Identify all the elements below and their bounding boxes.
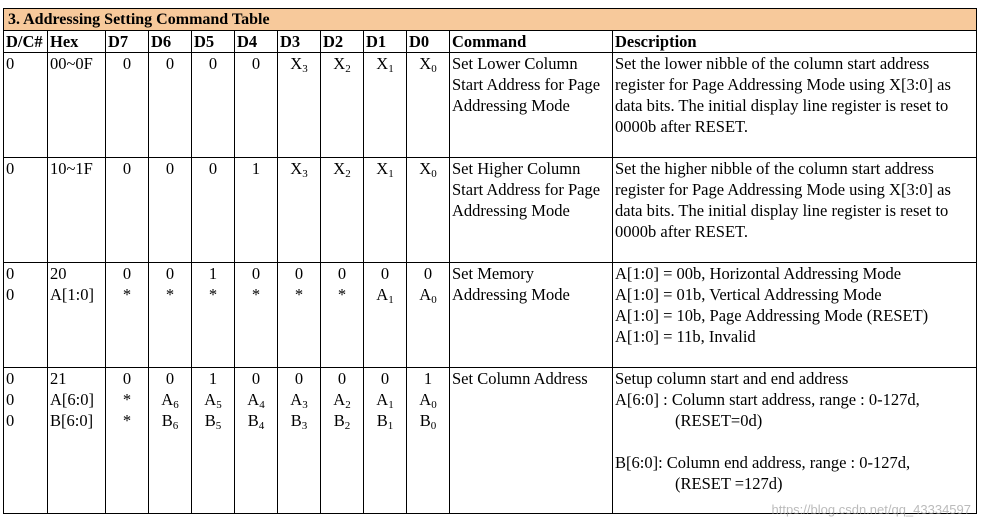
bit-value (235, 284, 277, 305)
description-text (615, 431, 976, 452)
description-text: A[1:0] = 01b, Vertical Addressing Mode (615, 285, 882, 304)
header-d7: D7 (106, 31, 149, 53)
bit-symbol: A (419, 285, 432, 304)
description-text: Set the lower nibble of the column start address register for Page Addressing Mode using X[3:0] as data bits. The initial display line register is reset to 0000b after RESET. (615, 54, 951, 136)
bit-symbol: 0 (380, 369, 390, 388)
bit-symbol: A (204, 390, 217, 409)
bit-symbol: 0 (208, 54, 218, 73)
hex-cell-line: A[1:0] (50, 285, 94, 304)
bit-symbol: 1 (251, 159, 261, 178)
dc-cell (4, 158, 48, 263)
bit-cell-d2 (321, 158, 364, 263)
bit-cell-d6 (149, 158, 192, 263)
table-row (4, 368, 977, 514)
bit-symbol: 0 (337, 369, 347, 388)
bit-symbol: X (376, 54, 389, 73)
bit-cell-d1 (364, 263, 407, 368)
description-text: A[1:0] = 11b, Invalid (615, 327, 756, 346)
description-cell (613, 158, 977, 263)
bit-symbol: 0 (122, 369, 132, 388)
bit-value (106, 263, 148, 284)
bit-subscript: 3 (301, 420, 308, 432)
bit-cell-d5 (192, 53, 235, 158)
bit-cell-d1 (364, 53, 407, 158)
bit-symbol: 1 (208, 369, 218, 388)
bit-symbol: * (122, 285, 132, 304)
hex-cell (48, 158, 106, 263)
bit-value (235, 410, 277, 431)
bit-value (321, 158, 363, 179)
description-text: (RESET=0d) (675, 411, 763, 430)
bit-symbol: A (247, 390, 260, 409)
bit-value (364, 410, 406, 431)
bit-symbol: B (247, 411, 259, 430)
bit-symbol: 0 (251, 54, 261, 73)
bit-value (149, 284, 191, 305)
bit-symbol: X (333, 159, 346, 178)
bit-symbol: A (290, 390, 303, 409)
bit-symbol: B (376, 411, 388, 430)
bit-cell-d7 (106, 158, 149, 263)
bit-value (106, 368, 148, 389)
table-header-row (4, 31, 977, 53)
bit-symbol: A (376, 390, 389, 409)
bit-cell-d3 (278, 263, 321, 368)
bit-subscript: 0 (431, 168, 437, 180)
hex-cell-line: 10~1F (50, 159, 93, 178)
dc-cell-line: 0 (6, 411, 15, 430)
bit-symbol: 0 (122, 159, 132, 178)
hex-cell-line: 20 (50, 264, 67, 283)
bit-value (407, 389, 449, 410)
bit-value (278, 389, 320, 410)
bit-cell-d6 (149, 368, 192, 514)
bit-subscript: 2 (344, 420, 351, 432)
bit-symbol: B (290, 411, 302, 430)
bit-value (149, 158, 191, 179)
bit-subscript: 5 (215, 420, 222, 432)
dc-cell-line: 0 (6, 285, 15, 304)
addressing-command-table (3, 8, 977, 514)
bit-cell-d3 (278, 368, 321, 514)
hex-cell-line: 21 (50, 369, 67, 388)
bit-value (192, 284, 234, 305)
bit-subscript: 6 (173, 399, 179, 411)
dc-cell-line: 0 (6, 264, 15, 283)
bit-symbol: 0 (208, 159, 218, 178)
bit-value (106, 410, 148, 431)
bit-value (149, 368, 191, 389)
bit-value (149, 410, 191, 431)
bit-value (192, 368, 234, 389)
bit-value (192, 389, 234, 410)
header-d0: D0 (407, 31, 450, 53)
bit-cell-d3 (278, 53, 321, 158)
bit-value (192, 158, 234, 179)
bit-symbol: X (376, 159, 389, 178)
bit-cell-d4 (235, 53, 278, 158)
command-cell: Set Higher Column Start Address for Page Addressing Mode (450, 158, 613, 263)
bit-cell-d0 (407, 263, 450, 368)
dc-cell (4, 263, 48, 368)
bit-value (407, 284, 449, 305)
description-cell (613, 53, 977, 158)
header-d5: D5 (192, 31, 235, 53)
description-text: A[1:0] = 00b, Horizontal Addressing Mode (615, 264, 902, 283)
bit-value (321, 263, 363, 284)
bit-symbol: * (208, 285, 218, 304)
bit-symbol: B (419, 411, 431, 430)
bit-value (364, 263, 406, 284)
bit-symbol: B (333, 411, 345, 430)
bit-subscript: 3 (302, 63, 308, 75)
bit-subscript: 1 (387, 420, 394, 432)
watermark: https://blog.csdn.net/qq_43334597 (771, 502, 971, 517)
bit-subscript: 0 (431, 399, 437, 411)
bit-value (235, 158, 277, 179)
bit-value (321, 389, 363, 410)
bit-value (106, 158, 148, 179)
bit-subscript: 6 (172, 420, 179, 432)
bit-symbol: 0 (122, 54, 132, 73)
bit-value (278, 368, 320, 389)
bit-subscript: 2 (345, 168, 351, 180)
bit-subscript: 1 (388, 399, 394, 411)
bit-subscript: 2 (345, 399, 351, 411)
bit-value (364, 53, 406, 74)
bit-value (321, 284, 363, 305)
header-command: Command (450, 31, 613, 53)
bit-symbol: 1 (208, 264, 218, 283)
description-text: B[6:0]: Column end address, range : 0-127d, (615, 453, 911, 472)
bit-symbol: 0 (165, 369, 175, 388)
bit-cell-d5 (192, 158, 235, 263)
hex-cell-line: 00~0F (50, 54, 93, 73)
bit-subscript: 5 (216, 399, 222, 411)
bit-symbol: 0 (423, 264, 433, 283)
bit-value (106, 53, 148, 74)
bit-subscript: 0 (431, 294, 437, 306)
bit-symbol: A (376, 285, 389, 304)
bit-symbol: A (419, 390, 432, 409)
bit-subscript: 4 (259, 399, 265, 411)
bit-subscript: 0 (430, 420, 437, 432)
bit-value (149, 53, 191, 74)
bit-symbol: X (419, 159, 432, 178)
bit-symbol: 1 (423, 369, 433, 388)
bit-cell-d1 (364, 368, 407, 514)
bit-symbol: X (290, 159, 303, 178)
bit-cell-d5 (192, 263, 235, 368)
header-d1: D1 (364, 31, 407, 53)
header-d4: D4 (235, 31, 278, 53)
hex-cell-line: B[6:0] (50, 411, 94, 430)
bit-value (407, 368, 449, 389)
bit-symbol: A (333, 390, 346, 409)
bit-cell-d0 (407, 158, 450, 263)
dc-cell-line: 0 (6, 159, 15, 178)
bit-symbol: X (290, 54, 303, 73)
bit-cell-d4 (235, 158, 278, 263)
bit-symbol: B (161, 411, 173, 430)
bit-cell-d2 (321, 53, 364, 158)
bit-symbol: 0 (251, 369, 261, 388)
bit-cell-d1 (364, 158, 407, 263)
bit-subscript: 1 (388, 294, 394, 306)
bit-symbol: * (251, 285, 261, 304)
bit-symbol: X (333, 54, 346, 73)
dc-cell-line: 0 (6, 390, 15, 409)
bit-value (407, 410, 449, 431)
bit-cell-d6 (149, 263, 192, 368)
bit-symbol: 0 (337, 264, 347, 283)
bit-value (106, 284, 148, 305)
hex-cell (48, 53, 106, 158)
description-text: Set the higher nibble of the column start address register for Page Addressing Mode using X[3:0] as data bits. The initial display line register is reset to 0000b after RESET. (615, 159, 951, 241)
header-d2: D2 (321, 31, 364, 53)
table-row (4, 263, 977, 368)
bit-subscript: 1 (388, 63, 394, 75)
bit-subscript: 3 (302, 399, 308, 411)
bit-cell-d3 (278, 158, 321, 263)
bit-value (407, 263, 449, 284)
bit-symbol: * (337, 285, 347, 304)
bit-cell-d2 (321, 263, 364, 368)
bit-value (235, 263, 277, 284)
description-text: (RESET =127d) (675, 474, 783, 493)
bit-value (321, 368, 363, 389)
bit-symbol: * (122, 390, 132, 409)
bit-value (364, 389, 406, 410)
header-dc: D/C# (4, 31, 48, 53)
bit-value (149, 263, 191, 284)
header-description: Description (613, 31, 977, 53)
dc-cell-line: 0 (6, 54, 15, 73)
bit-symbol: B (204, 411, 216, 430)
table-title-row (4, 9, 977, 31)
bit-symbol: 0 (294, 369, 304, 388)
bit-symbol: X (419, 54, 432, 73)
table-title: 3. Addressing Setting Command Table (4, 9, 977, 31)
bit-symbol: * (122, 411, 132, 430)
bit-subscript: 2 (345, 63, 351, 75)
bit-subscript: 3 (302, 168, 308, 180)
command-cell: Set Column Address (450, 368, 613, 514)
bit-symbol: A (161, 390, 174, 409)
bit-value (321, 53, 363, 74)
bit-value (364, 284, 406, 305)
command-cell: Set Lower Column Start Address for Page Addressing Mode (450, 53, 613, 158)
bit-cell-d7 (106, 53, 149, 158)
bit-cell-d6 (149, 53, 192, 158)
bit-cell-d4 (235, 263, 278, 368)
description-text: A[6:0] : Column start address, range : 0-127d, (615, 390, 920, 409)
bit-value (192, 410, 234, 431)
bit-subscript: 1 (388, 168, 394, 180)
bit-subscript: 0 (431, 63, 437, 75)
bit-value (278, 158, 320, 179)
bit-subscript: 4 (258, 420, 265, 432)
bit-symbol: 0 (251, 264, 261, 283)
bit-value (364, 158, 406, 179)
bit-cell-d2 (321, 368, 364, 514)
bit-symbol: * (294, 285, 304, 304)
hex-cell-line: A[6:0] (50, 390, 94, 409)
bit-value (364, 368, 406, 389)
bit-value (407, 158, 449, 179)
header-d6: D6 (149, 31, 192, 53)
table-row (4, 53, 977, 158)
bit-value (278, 284, 320, 305)
dc-cell (4, 53, 48, 158)
description-text: Setup column start and end address (615, 369, 849, 388)
description-cell (613, 263, 977, 368)
bit-cell-d0 (407, 53, 450, 158)
command-cell: Set Memory Addressing Mode (450, 263, 613, 368)
hex-cell (48, 263, 106, 368)
header-d3: D3 (278, 31, 321, 53)
bit-value (192, 53, 234, 74)
bit-symbol: 0 (294, 264, 304, 283)
bit-value (235, 389, 277, 410)
bit-symbol: 0 (165, 54, 175, 73)
header-hex: Hex (48, 31, 106, 53)
bit-symbol: 0 (165, 264, 175, 283)
bit-value (278, 410, 320, 431)
bit-value (278, 263, 320, 284)
bit-value (235, 368, 277, 389)
bit-cell-d4 (235, 368, 278, 514)
bit-symbol: 0 (165, 159, 175, 178)
bit-symbol: * (165, 285, 175, 304)
bit-value (106, 389, 148, 410)
bit-cell-d7 (106, 368, 149, 514)
table-row (4, 158, 977, 263)
dc-cell (4, 368, 48, 514)
description-text: A[1:0] = 10b, Page Addressing Mode (RESET) (615, 306, 929, 325)
bit-value (235, 53, 277, 74)
bit-cell-d5 (192, 368, 235, 514)
hex-cell (48, 368, 106, 514)
dc-cell-line: 0 (6, 369, 15, 388)
bit-cell-d7 (106, 263, 149, 368)
bit-cell-d0 (407, 368, 450, 514)
bit-symbol: 0 (380, 264, 390, 283)
bit-value (321, 410, 363, 431)
bit-symbol: 0 (122, 264, 132, 283)
description-cell (613, 368, 977, 514)
bit-value (149, 389, 191, 410)
bit-value (407, 53, 449, 74)
bit-value (278, 53, 320, 74)
bit-value (192, 263, 234, 284)
